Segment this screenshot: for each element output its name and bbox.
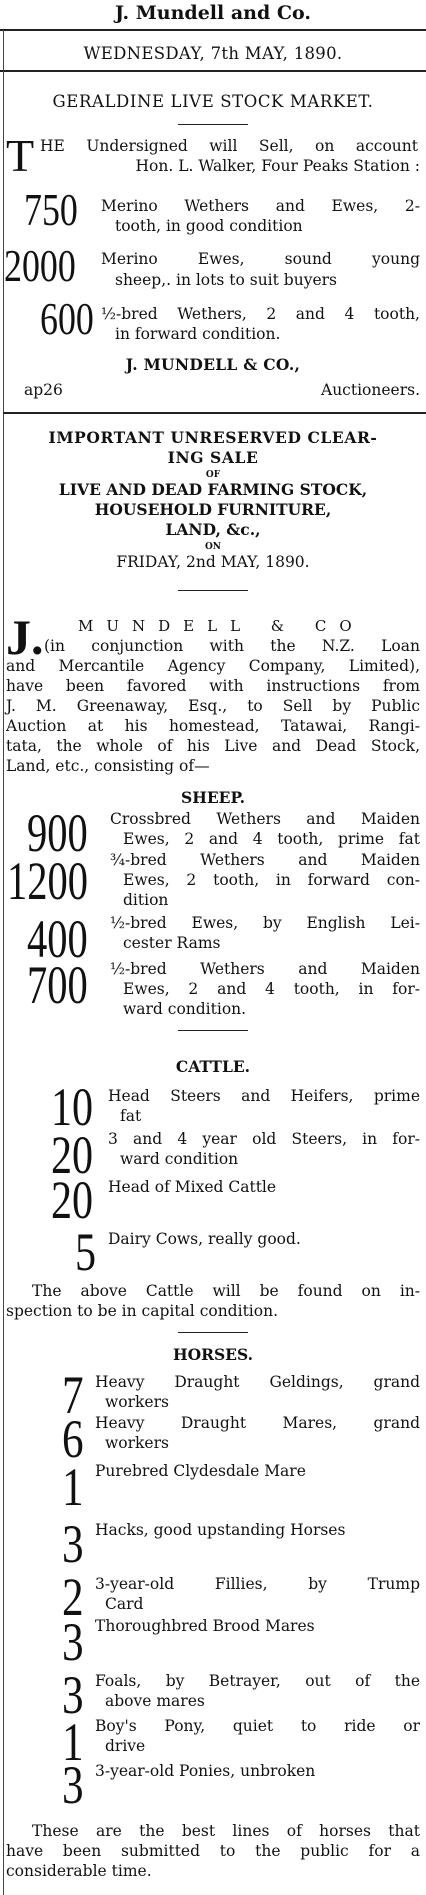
- horse-lot-line: 3-year-old Ponies, unbroken: [95, 1762, 316, 1780]
- ad-divider: [3, 412, 426, 414]
- sheep-lot-line: ½-bred Ewes, by English Lei-: [110, 914, 420, 932]
- ad2-title-line5: LAND, &c.,: [165, 520, 261, 539]
- ad1-lot-line: Merino Ewes, sound young: [101, 250, 420, 268]
- cattle-lot-line: Head Steers and Heifers, prime: [108, 1087, 420, 1105]
- header-rule: [0, 29, 426, 31]
- ad2-date-rule: [178, 590, 248, 591]
- cattle-lot-line: Head of Mixed Cattle: [108, 1178, 277, 1196]
- sheep-lot-line: ¾-bred Wethers and Maiden: [110, 851, 420, 869]
- cattle-note-line2: spection to be in capital condition.: [6, 1302, 278, 1320]
- cattle-lot-line: 3 and 4 year old Steers, in for-: [108, 1130, 420, 1148]
- ad1-drop-cap: T: [6, 130, 35, 181]
- sheep-lot-line: Ewes, 2 and 4 tooth, in for-: [123, 980, 420, 998]
- horse-lot-qty: 2: [62, 1567, 84, 1627]
- ad1-intro-line2: Hon. L. Walker, Four Peaks Station :: [135, 157, 420, 175]
- ad2-title-line2: ING SALE: [167, 448, 259, 467]
- sheep-lot-line: Ewes, 2 and 4 tooth, prime fat: [123, 830, 420, 848]
- horse-lot-qty: 3: [62, 1514, 84, 1574]
- horse-lot-line: Hacks, good upstanding Horses: [95, 1521, 346, 1539]
- horses-heading: HORSES.: [172, 1345, 254, 1364]
- sheep-lot-line: ward condition.: [123, 1000, 247, 1018]
- ad2-title-line4: HOUSEHOLD FURNITURE,: [94, 500, 332, 519]
- cattle-heading: CATTLE.: [175, 1057, 251, 1076]
- cattle-rule: [178, 1332, 248, 1333]
- ad2-title-line1: IMPORTANT UNRESERVED CLEAR-: [48, 428, 378, 447]
- ad1-role: Auctioneers.: [321, 381, 420, 399]
- ad2-body-line: J. M. Greenaway, Esq., to Sell by Public: [6, 697, 420, 715]
- ad2-title-line3: LIVE AND DEAD FARMING STOCK,: [58, 480, 368, 499]
- horse-lot-qty: 1: [62, 1457, 84, 1517]
- ad2-body-line: and Mercantile Agency Company, Limited),: [6, 657, 420, 675]
- horse-lot-line: workers: [105, 1434, 169, 1452]
- sheep-lot-line: cester Rams: [123, 934, 221, 952]
- ad2-firm-spaced: MUNDELL & CO: [78, 617, 365, 635]
- horse-lot-line: Boy's Pony, quiet to ride or: [95, 1717, 420, 1735]
- cattle-lot-qty: 10: [51, 1077, 94, 1137]
- ad1-lot-line: Merino Wethers and Ewes, 2-: [101, 197, 420, 215]
- horse-lot-qty: 3: [62, 1755, 84, 1815]
- ad2-body-line: have been favored with instructions from: [6, 677, 420, 695]
- horse-lot-line: Purebred Clydesdale Mare: [95, 1462, 306, 1480]
- ad1-title-rule: [178, 124, 248, 125]
- horses-note-line2: have been submitted to the public for a: [6, 1842, 420, 1860]
- sheep-heading: SHEEP.: [181, 788, 245, 807]
- ad1-ref: ap26: [24, 381, 63, 399]
- cattle-lot-line: fat: [120, 1107, 142, 1125]
- horse-lot-line: Card: [105, 1595, 144, 1613]
- horse-lot-line: Heavy Draught Mares, grand: [95, 1414, 420, 1432]
- date-rule: [0, 70, 426, 72]
- ad2-date: FRIDAY, 2nd MAY, 1890.: [116, 553, 310, 571]
- ad2-body-line: Auction at his homestead, Tatawai, Rangi-: [6, 717, 420, 735]
- ad2-drop-cap: J.: [6, 609, 44, 665]
- sheep-lot-qty: 400: [27, 909, 88, 969]
- issue-date: WEDNESDAY, 7th MAY, 1890.: [83, 44, 343, 63]
- cattle-lot-qty: 20: [51, 1170, 94, 1230]
- ad1-title: GERALDINE LIVE STOCK MARKET.: [52, 92, 374, 111]
- horse-lot-line: above mares: [105, 1692, 205, 1710]
- ad1-lot-qty: 600: [40, 293, 94, 344]
- ad1-lot-qty: 2000: [4, 240, 76, 291]
- sheep-lot-line: Ewes, 2 tooth, in forward con-: [123, 871, 420, 889]
- cattle-lot-qty: 20: [51, 1125, 94, 1185]
- ad1-signature: J. MUNDELL & CO.,: [125, 355, 301, 374]
- ad2-on: ON: [204, 542, 222, 552]
- sheep-lot-line: Crossbred Wethers and Maiden: [110, 810, 420, 828]
- column-rule: [3, 30, 4, 1895]
- cattle-lot-qty: 5: [75, 1222, 97, 1282]
- ad2-of: OF: [205, 470, 221, 480]
- sheep-lot-qty: 700: [27, 955, 88, 1015]
- horse-lot-line: Thoroughbred Brood Mares: [95, 1617, 315, 1635]
- firm-heading: J. Mundell and Co.: [115, 2, 311, 24]
- horse-lot-line: drive: [105, 1737, 146, 1755]
- sheep-lot-qty: 900: [27, 803, 88, 863]
- horse-lot-line: Foals, by Betrayer, out of the: [95, 1672, 420, 1690]
- horse-lot-line: Heavy Draught Geldings, grand: [95, 1373, 420, 1391]
- cattle-note-line1: The above Cattle will be found on in-: [32, 1282, 420, 1300]
- horse-lot-line: 3-year-old Fillies, by Trump: [95, 1575, 420, 1593]
- horse-lot-qty: 3: [62, 1612, 84, 1672]
- ad2-body-line: tata, the whole of his Live and Dead Stock,: [6, 737, 420, 755]
- horse-lot-qty: 7: [62, 1365, 84, 1425]
- ad1-lot-line: ½-bred Wethers, 2 and 4 tooth,: [101, 305, 420, 323]
- horses-note-line1: These are the best lines of horses that: [32, 1822, 420, 1840]
- ad2-body-line: Land, etc., consisting of—: [6, 757, 210, 775]
- horses-note-line3: considerable time.: [6, 1862, 152, 1880]
- sheep-lot-qty: 1200: [7, 851, 88, 911]
- cattle-lot-line: ward condition: [120, 1150, 239, 1168]
- sheep-rule: [178, 1030, 248, 1031]
- horse-lot-line: workers: [105, 1393, 169, 1411]
- ad1-lot-line: sheep,. in lots to suit buyers: [115, 271, 337, 289]
- ad1-lot-line: tooth, in good condition: [115, 217, 303, 235]
- sheep-lot-line: dition: [123, 891, 169, 909]
- horse-lot-qty: 3: [62, 1665, 84, 1725]
- horse-lot-qty: 1: [62, 1712, 84, 1772]
- horse-lot-qty: 6: [62, 1409, 84, 1469]
- ad1-intro-line1: HE Undersigned will Sell, on account: [40, 137, 418, 155]
- ad2-body-line: (in conjunction with the N.Z. Loan: [44, 637, 420, 655]
- ad1-lot-line: in forward condition.: [115, 325, 281, 343]
- cattle-lot-line: Dairy Cows, really good.: [108, 1230, 301, 1248]
- sheep-lot-line: ½-bred Wethers and Maiden: [110, 960, 420, 978]
- ad1-lot-qty: 750: [24, 184, 78, 235]
